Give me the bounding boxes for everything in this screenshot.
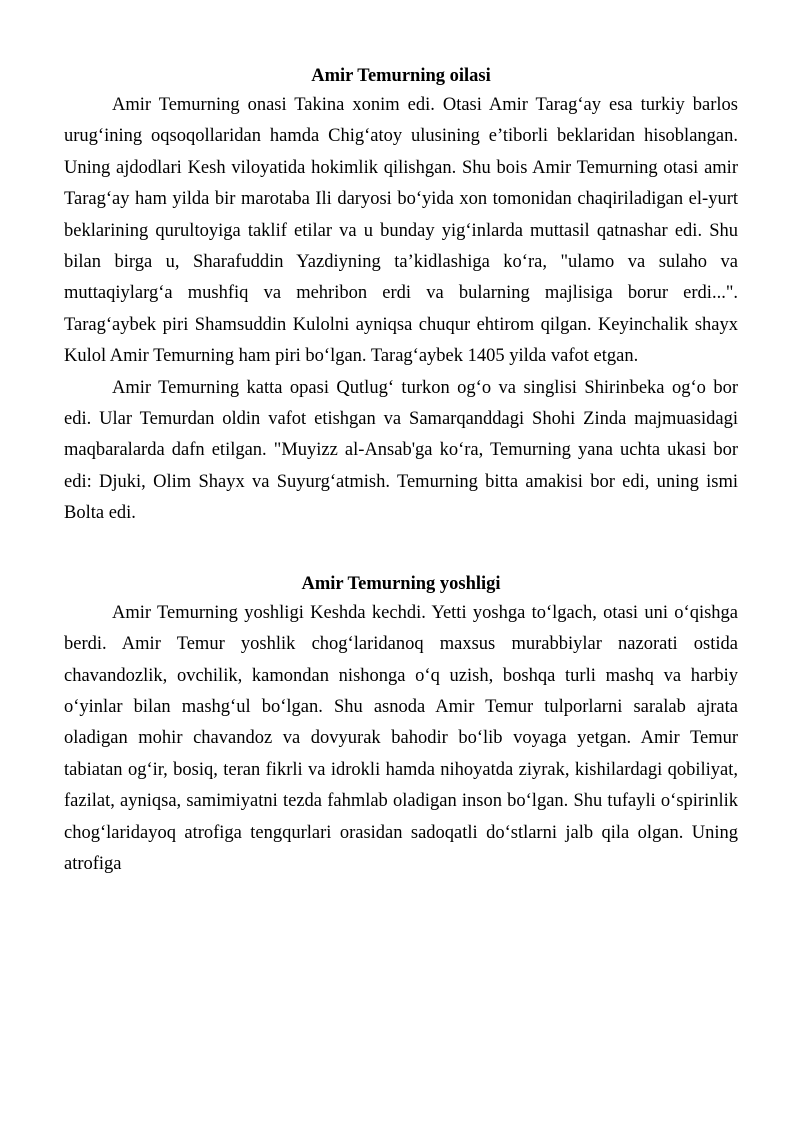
paragraph-family-2: Amir Temurning katta opasi Qutlug‘ turkon og‘o va singlisi Shirinbeka og‘o bor edi. Ular Temurdan oldin vafot etishgan va Samarqanddagi Shohi Zinda majmuasidagi maqbaralarda dafn etilgan. "Muyizz al-Ansab'ga ko‘ra, Temurning yana uchta ukasi bor edi: Djuki, Olim Shayx va Suyurg‘atmish. Temurning bitta amakisi bor edi, uning ismi Bolta edi. <box>64 377 738 524</box>
paragraph-family-1: Amir Temurning onasi Takina xonim edi. Otasi Amir Tarag‘ay esa turkiy barlos urug‘ining oqsoqollaridan hamda Chig‘atoy ulusining e’tiborli beklaridan hisoblangan. Uning ajdodlari Kesh viloyatida hokimlik qilishgan. Shu bois Amir Temurning otasi amir Tarag‘ay ham yilda bir marotaba Ili daryosi bo‘yida xon tomonidan chaqiriladigan el-yurt beklarining qurultoyiga taklif etilar va u bunday yig‘inlarda muttasil qatnashar edi. Shu bilan birga u, Sharafuddin Yazdiyning ta’kidlashiga ko‘ra, "ulamo va sulaho va muttaqiylarg‘a mushfiq va mehribon erdi va bularning majlisiga borur erdi...". Tarag‘aybek piri Shamsuddin Kulolni ayniqsa chuqur ehtirom qilgan. Keyinchalik shayx Kulol Amir Temurning ham piri bo‘lgan. Tarag‘aybek 1405 yilda vafot etgan. <box>64 95 738 367</box>
section-spacer <box>64 530 738 560</box>
section-title-youth: Amir Temurning yoshligi <box>301 573 501 594</box>
paragraph-youth-1: Amir Temurning yoshligi Keshda kechdi. Yetti yoshga to‘lgach, otasi uni o‘qishga berdi. Amir Temur yoshlik chog‘laridanoq maxsus murabbiylar nazorati ostida chavandozlik, ovchilik, kamondan nishonga o‘q uzish, boshqa turli mashq va harbiy o‘yinlar bilan mashg‘ul bo‘lgan. Shu asnoda Amir Temur tulporlarni saralab ajrata oladigan mohir chavandoz va dovyurak bahodir bo‘lib voyaga yetgan. Amir Temur tabiatan og‘ir, bosiq, teran fikrli va idrokli hamda nihoyatda ziyrak, kishilardagi qobiliyat, fazilat, ayniqsa, samimiyatni tezda fahmlab oladigan inson bo‘lgan. Shu tufayli o‘spirinlik chog‘laridayoq atrofiga tengqurlari orasidan sadoqatli do‘stlarni jalb qila olgan. Uning atrofiga <box>64 602 738 874</box>
section-title-family: Amir Temurning oilasi <box>311 66 491 86</box>
document-page <box>64 62 738 880</box>
